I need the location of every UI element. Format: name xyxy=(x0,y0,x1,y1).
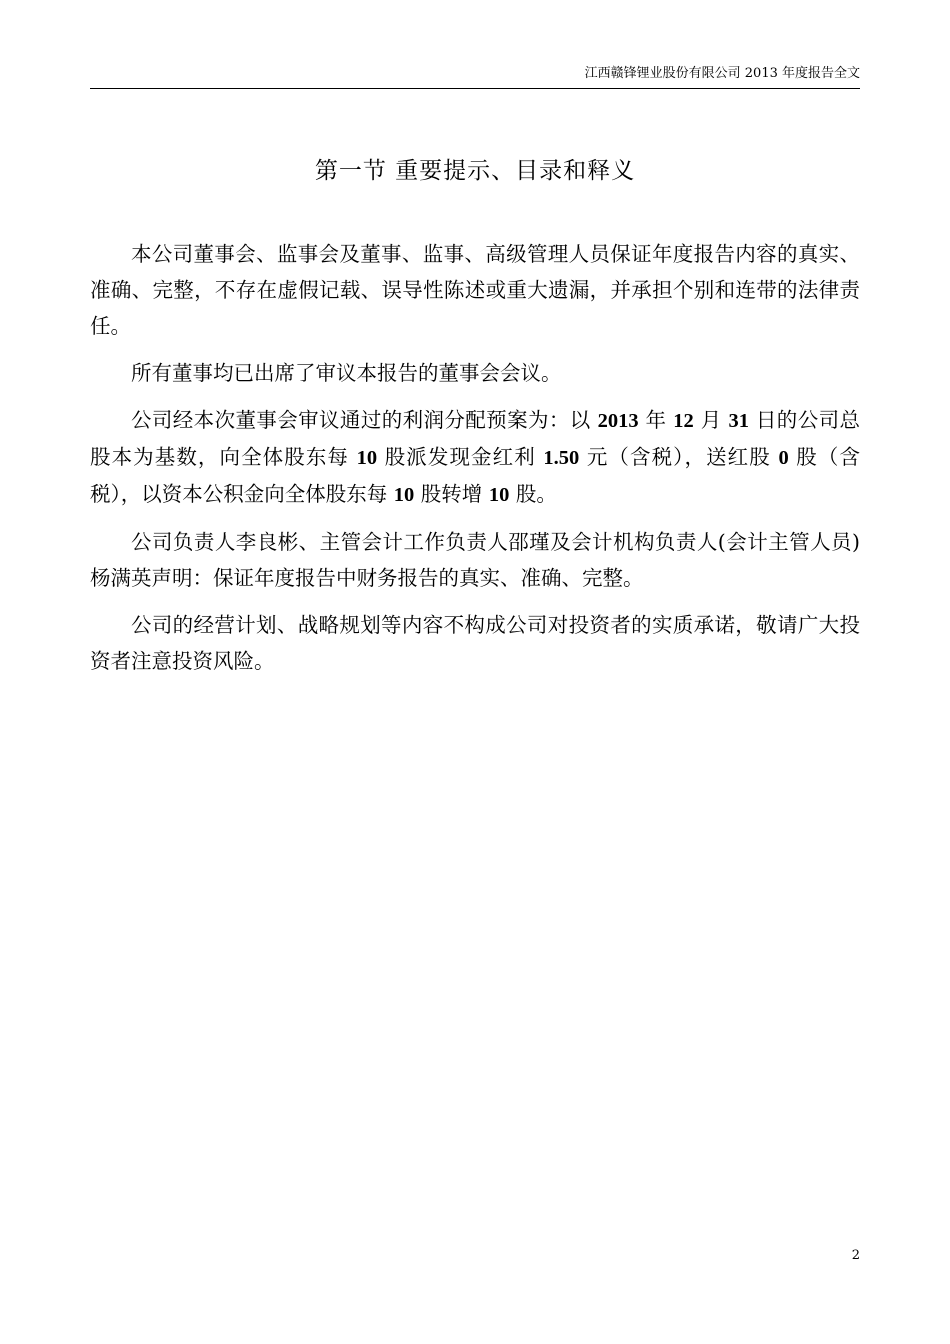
text-segment: 股转增 xyxy=(414,482,489,506)
text-segment: 公司经本次董事会审议通过的利润分配预案为：以 xyxy=(131,408,598,432)
text-segment: 日的公司总股本为基数，向全体股东每 xyxy=(90,408,860,469)
page-header xyxy=(90,62,860,89)
month-value: 12 xyxy=(673,410,694,432)
text-segment: 股。 xyxy=(509,482,557,506)
page-number: 2 xyxy=(851,1248,860,1263)
text-segment: 股（含税），以资本公积金向全体股东每 xyxy=(90,445,860,506)
text-segment: 年 xyxy=(638,408,674,432)
per-shares-value-2: 10 xyxy=(393,484,415,506)
document-body xyxy=(90,236,860,690)
paragraph-profit-distribution xyxy=(90,402,860,513)
section-title: 第一节 重要提示、目录和释义 xyxy=(314,158,636,184)
paragraph-financial-declaration: 公司负责人李良彬、主管会计工作负责人邵瑾及会计机构负责人(会计主管人员)杨满英声明：保证年度报告中财务报告的真实、准确、完整。 xyxy=(90,530,860,590)
bonus-shares-value: 0 xyxy=(778,447,789,469)
paragraph-risk-warning: 公司的经营计划、战略规划等内容不构成公司对投资者的实质承诺，敬请广大投资者注意投资风险。 xyxy=(90,613,860,673)
paragraph-board-attendance: 所有董事均已出席了审议本报告的董事会会议。 xyxy=(131,361,562,385)
text-segment: 元（含税），送红股 xyxy=(579,445,779,469)
text-segment: 月 xyxy=(693,408,729,432)
day-value: 31 xyxy=(728,410,749,432)
per-shares-value: 10 xyxy=(356,447,378,469)
transfer-shares-value: 10 xyxy=(488,484,510,506)
year-value: 2013 xyxy=(597,410,639,432)
paragraph-responsibility-statement: 本公司董事会、监事会及董事、监事、高级管理人员保证年度报告内容的真实、准确、完整，不存在虚假记载、误导性陈述或重大遗漏，并承担个别和连带的法律责任。 xyxy=(90,242,860,338)
dividend-value: 1.50 xyxy=(543,447,580,469)
text-segment: 股派发现金红利 xyxy=(377,445,544,469)
header-text: 江西赣锋锂业股份有限公司 2013 年度报告全文 xyxy=(584,66,860,81)
